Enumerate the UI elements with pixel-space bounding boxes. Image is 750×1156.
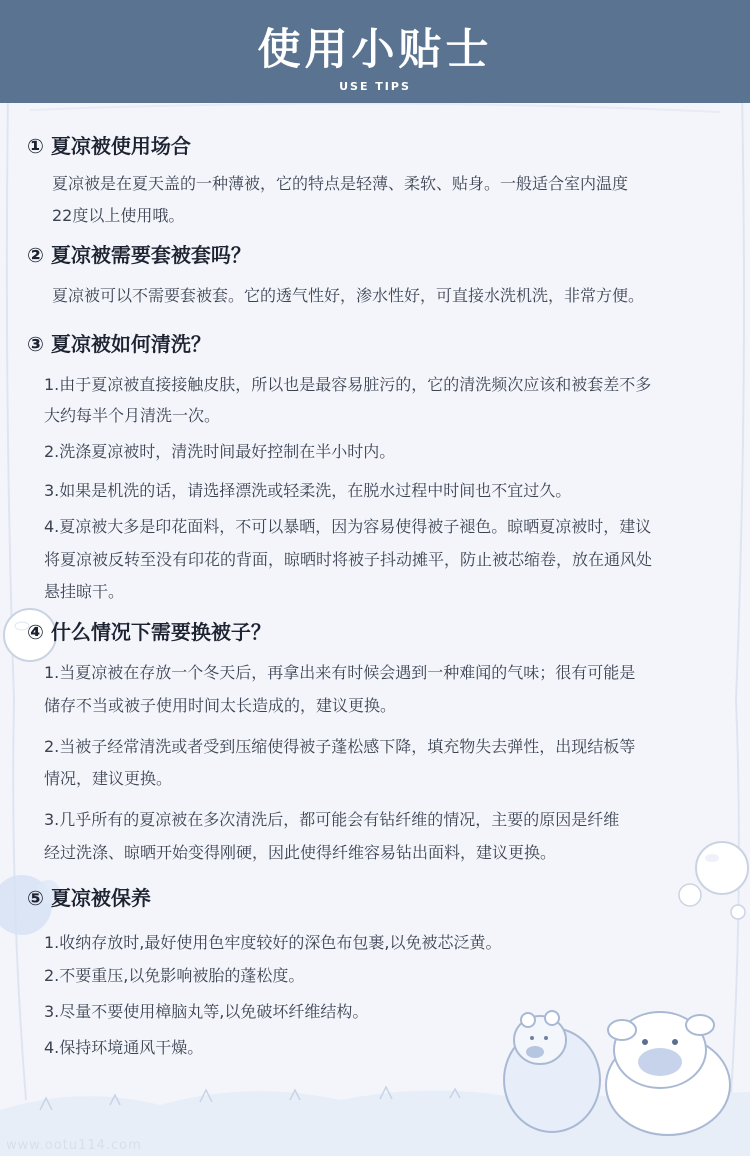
section-care-line: 4.保持环境通风干燥。 [44,1038,204,1057]
section-washing-line: 悬挂晾干。 [44,582,125,601]
section-replace-line: 3.几乎所有的夏凉被在多次清洗后，都可能会有钻纤维的情况，主要的原因是纤维 [44,810,620,829]
section-replace-line: 情况，建议更换。 [44,769,173,788]
page-title: 使用小贴士 [257,25,493,75]
section-care-line: 2.不要重压,以免影响被胎的蓬松度。 [44,966,305,985]
section-care-line: 1.收纳存放时,最好使用色牢度较好的深色布包裹,以免被芯泛黄。 [44,933,502,952]
section-replace-line: 2.当被子经常清洗或者受到压缩使得被子蓬松感下降，填充物失去弹性，出现结板等 [44,737,636,756]
section-title-usage: ① 夏凉被使用场合 [27,134,191,158]
section-replace-line: 储存不当或被子使用时间太长造成的，建议更换。 [44,696,397,715]
section-usage-line: 夏凉被是在夏天盖的一种薄被，它的特点是轻薄、柔软、贴身。一般适合室内温度 [52,174,629,193]
section-washing-line: 4.夏凉被大多是印花面料，不可以暴晒，因为容易使得被子褪色。晾晒夏凉被时，建议 [44,517,652,536]
section-care-line: 3.尽量不要使用樟脑丸等,以免破坏纤维结构。 [44,1002,369,1021]
section-replace-line: 1.当夏凉被在存放一个冬天后，再拿出来有时候会遇到一种难闻的气味；很有可能是 [44,663,636,682]
section-washing-line: 1.由于夏凉被直接接触皮肤，所以也是最容易脏污的，它的清洗频次应该和被套差不多 [44,375,652,394]
section-cover-line: 夏凉被可以不需要套被套。它的透气性好，渗水性好，可直接水洗机洗，非常方便。 [52,286,645,305]
page-subtitle: USE TIPS [339,80,411,93]
section-washing-line: 2.洗涤夏凉被时，清洗时间最好控制在半小时内。 [44,442,396,461]
section-washing-line: 大约每半个月清洗一次。 [44,406,221,425]
section-washing-line: 将夏凉被反转至没有印花的背面，晾晒时将被子抖动摊平，防止被芯缩卷，放在通风处 [44,550,653,569]
section-title-cover: ② 夏凉被需要套被套吗？ [27,243,251,267]
section-washing-line: 3.如果是机洗的话，请选择漂洗或轻柔洗，在脱水过程中时间也不宜过久。 [44,481,572,500]
section-title-care: ⑤ 夏凉被保养 [27,886,151,910]
section-usage-line: 22度以上使用哦。 [52,206,185,225]
section-replace-line: 经过洗涤、晾晒开始变得刚硬，因此使得纤维容易钻出面料，建议更换。 [44,843,557,862]
section-title-washing: ③ 夏凉被如何清洗？ [27,332,211,356]
watermark: www.ootu114.com [6,1138,142,1153]
section-title-replace: ④ 什么情况下需要换被子？ [27,620,271,644]
